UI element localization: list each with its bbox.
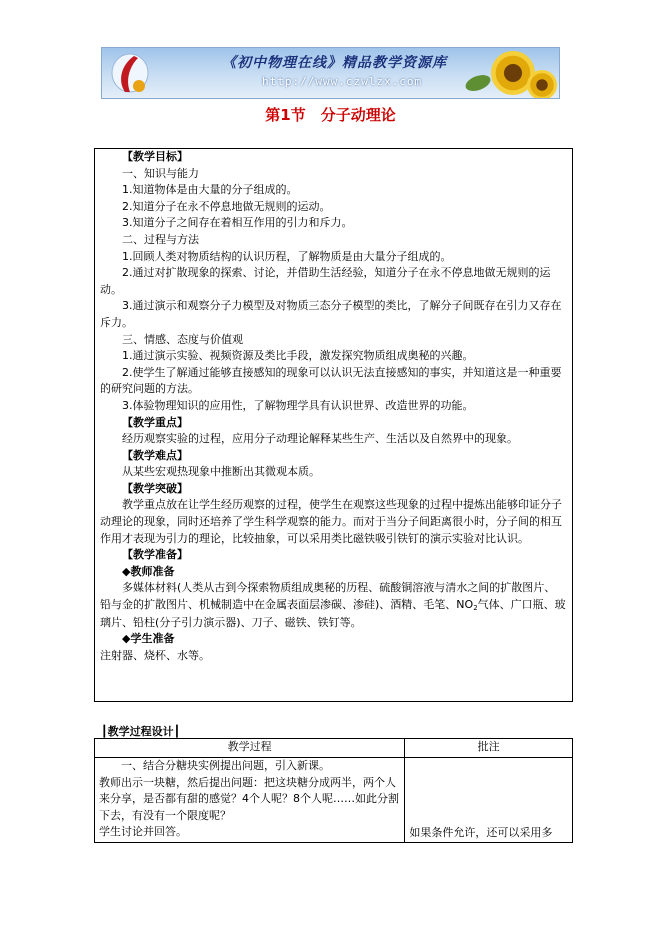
table-header-row	[95, 739, 573, 758]
breakthrough-heading: 【教学突破】	[122, 481, 188, 495]
student-prep-text: 注射器、烧杯、水等。	[100, 648, 210, 662]
k1-heading: 一、知识与能力	[122, 166, 199, 180]
sunflower-small-icon	[527, 70, 557, 99]
banner-url: http://www.czwlzx.com	[262, 75, 423, 88]
lesson-plan-box	[94, 148, 573, 702]
student-prep-heading: ◆学生准备	[122, 632, 175, 646]
notes-cell	[405, 758, 573, 843]
process-cell	[95, 758, 405, 843]
k1-item: 3.知道分子之间存在着相互作用的引力和斥力。	[122, 216, 353, 230]
column-header-notes: 批注	[405, 739, 573, 758]
k1-item: 1.知道物体是由大量的分子组成的。	[122, 183, 298, 197]
teacher-prep-text-b: 气体、广口瓶、玻璃片、铅柱(分子引力演示器)、刀子、磁铁、铁钉等。	[100, 598, 566, 629]
note-text: 如果条件允许，还可以采用多	[409, 826, 553, 840]
goals-heading: 【教学目标】	[122, 150, 188, 163]
k3-item: 1.通过演示实验、视频资源及类比手段，激发探究物质组成奥秘的兴趣。	[122, 349, 474, 363]
difficult-heading: 【教学难点】	[122, 448, 188, 462]
k2-item: 3.通过演示和观察分子力模型及对物质三态分子模型的类比，了解分子间既存在引力又存在斥力。	[100, 299, 562, 329]
header-banner	[101, 47, 560, 99]
k3-item: 3.体验物理知识的应用性，了解物理学具有认识世界、改造世界的功能。	[122, 398, 474, 412]
k3-heading: 三、情感、态度与价值观	[122, 332, 243, 346]
table-row	[95, 758, 573, 843]
logo-icon	[110, 52, 150, 94]
k2-heading: 二、过程与方法	[122, 232, 199, 246]
breakthrough-text: 教学重点放在让学生经历观察的过程，使学生在观察这些现象的过程中提炼出能够印证分子动理论的现象，同时还培养了学生科学观察的能力。而对于当分子间距离很小时，分子间的相互作用才表现为引力的理论，比较抽象，可以采用类比磁铁吸引铁钉的演示实验对比认识。	[100, 498, 562, 545]
column-header-process: 教学过程	[95, 739, 405, 758]
step1-student: 学生讨论并回答。	[99, 825, 187, 839]
key-heading: 【教学重点】	[122, 415, 188, 429]
k3-item: 2.使学生了解通过能够直接感知的现象可以认识无法直接感知的事实，并知道这是一种重要的研究问题的方法。	[100, 365, 562, 396]
teacher-prep-text	[100, 580, 566, 631]
leaf-decoration	[463, 72, 492, 94]
step1-text: 教师出示一块糖，然后提出问题：把这块糖分成两半，两个人来分享，是否都有甜的感觉？4个人呢？8个人呢……如此分割下去，有没有一个限度呢？	[99, 775, 399, 822]
prep-heading: 【教学准备】	[122, 548, 188, 562]
step1-heading: 一、结合分糖块实例提出问题，引入新课。	[121, 759, 330, 772]
teacher-prep-text-a: 多媒体材料(人类从古到今探索物质组成奥秘的历程、硫酸铜溶液与清水之间的扩散图片、铅与金的扩散图片、机械制造中在金属表面层渗碳、渗硅)、酒精、毛笔、NO	[100, 581, 556, 612]
k1-item: 2.知道分子在永不停息地做无规则的运动。	[122, 199, 331, 213]
key-text: 经历观察实验的过程，应用分子动理论解释某些生产、生活以及自然界中的现象。	[122, 432, 518, 446]
k2-item: 1.回顾人类对物质结构的认识历程，了解物质是由大量分子组成的。	[122, 249, 452, 263]
difficult-text: 从某些宏观热现象中推断出其微观本质。	[122, 465, 320, 479]
page-title: 第1节 分子动理论	[265, 106, 396, 124]
no2-subscript: 2	[473, 604, 478, 613]
teacher-prep-heading: ◆教师准备	[122, 564, 175, 578]
k2-item: 2.通过对扩散现象的探索、讨论，并借助生活经验，知道分子在永不停息地做无规则的运动。	[100, 266, 551, 296]
process-table	[94, 738, 573, 843]
process-section-label: ┃教学过程设计┃	[101, 725, 181, 738]
banner-title: 《初中物理在线》精品教学资源库	[222, 55, 447, 71]
